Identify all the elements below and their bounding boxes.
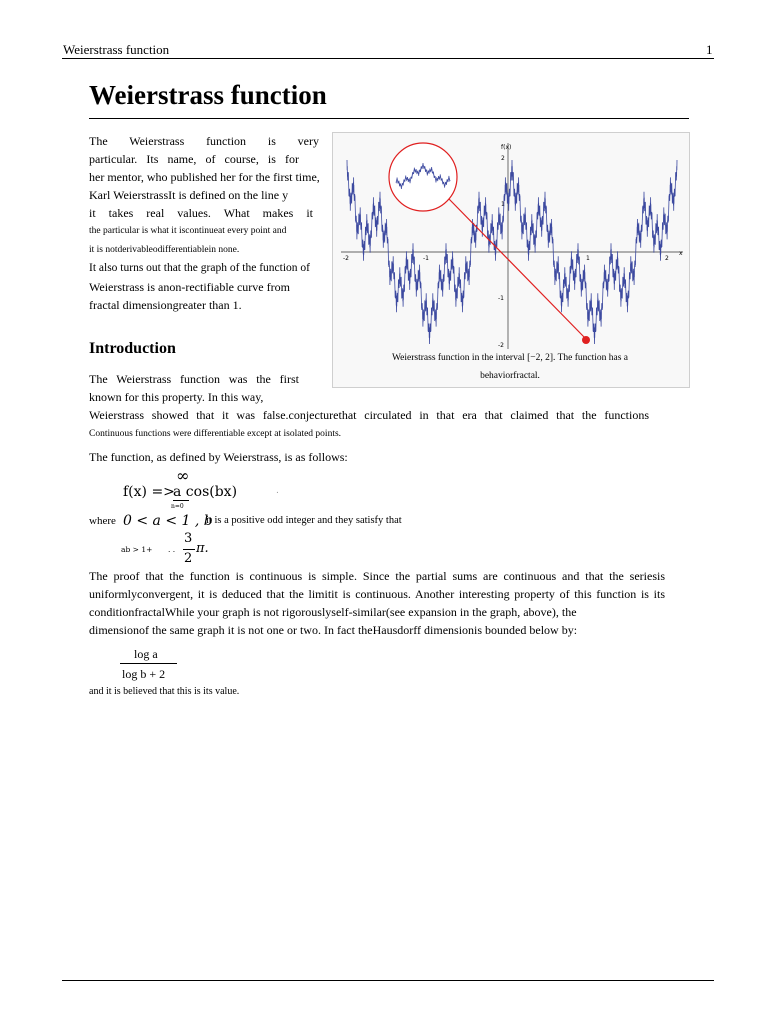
- page-number: 1: [706, 42, 713, 57]
- title-rule: [89, 118, 689, 119]
- closing-sentence: and it is believed that this is its value.: [89, 686, 240, 697]
- running-header-title: Weierstrass function: [63, 42, 170, 57]
- section-line: known for this property. In this way,: [89, 390, 264, 404]
- intro-line: her mentor, who published her for the first time,: [89, 170, 320, 184]
- section-line: Continuous functions were differentiable except at isolated points.: [89, 429, 342, 439]
- condition2-tail: π.: [196, 541, 209, 556]
- condition-inequality: 0 < a < 1 , b: [123, 513, 213, 529]
- intro-line: Karl WeierstrassIt is defined on the line y: [89, 188, 289, 202]
- bound-denominator: log b + 2: [122, 667, 166, 681]
- y-tick-label: -2: [498, 342, 504, 349]
- y-axis-label: f(x): [501, 144, 512, 151]
- y-tick-label: 2: [501, 155, 505, 162]
- figure-caption: Weierstrass function in the interval [−2, 2]. The function has a: [391, 353, 629, 363]
- sum-term: a cos(bx): [173, 484, 238, 500]
- condition2-lhs: ab > 1+: [121, 545, 153, 554]
- bound-fraction-bar: [120, 663, 177, 664]
- proof-line: uniformlyconvergent, it is deduced that the limitit is continuous. Another interesting property of this function is its: [89, 587, 665, 601]
- condition2-denominator: 2: [184, 551, 193, 566]
- x-tick-label: -1: [423, 255, 429, 262]
- zoom-target-dot: [582, 336, 590, 344]
- intro-line: the particular is what it iscontinueat every point and: [89, 226, 287, 236]
- weierstrass-figure: [332, 132, 690, 388]
- formula-lhs: f(x) =>: [123, 484, 175, 500]
- sum-upper-limit: ∞: [176, 466, 190, 485]
- x-tick-label: 1: [586, 255, 590, 262]
- zoom-inset-circle: [389, 143, 457, 211]
- intro-line: The Weierstrass function is very: [89, 134, 319, 148]
- intro-line: it takes real values. What makes it: [89, 206, 313, 220]
- x-tick-label: 2: [665, 255, 669, 262]
- formula-trailing: .: [276, 486, 279, 496]
- condition2-fraction-bar: [183, 549, 195, 550]
- y-tick-label: -1: [498, 295, 504, 302]
- header-rule: [62, 58, 714, 59]
- intro-line: it is notderivableodifferentiablein none.: [89, 245, 240, 255]
- section-heading: Introduction: [89, 340, 176, 357]
- intro-line: Weierstrass is anon-rectifiable curve from: [89, 280, 290, 294]
- condition-text: it is a positive odd integer and they satisfy that: [206, 515, 402, 526]
- footer-rule: [62, 980, 714, 981]
- x-axis-label: x: [679, 250, 683, 257]
- intro-line: fractal dimensiongreater than 1.: [89, 298, 242, 312]
- sum-underline: [173, 500, 189, 501]
- x-tick-label: -2: [343, 255, 349, 262]
- proof-line: dimensionof the same graph it is not one or two. In fact theHausdorff dimensionis bounded below by:: [89, 623, 578, 637]
- sum-lower-limit: n=0: [171, 503, 184, 510]
- section-line: The Weierstrass function was the first: [89, 372, 299, 386]
- intro-line: It also turns out that the graph of the function of: [89, 262, 311, 274]
- weierstrass-plot: [333, 133, 689, 387]
- section-line: Weierstrass showed that it was false.conjecturethat circulated in that era that claimed that the functions: [89, 408, 649, 422]
- condition2-mid: . .: [168, 545, 176, 554]
- bound-numerator: log a: [134, 647, 158, 661]
- condition-where: where: [89, 515, 116, 527]
- y-tick-label: 1: [501, 201, 505, 208]
- condition2-numerator: 3: [184, 531, 193, 546]
- page-title: Weierstrass function: [89, 80, 327, 110]
- figure-caption: behaviorfractal.: [480, 371, 540, 381]
- proof-line: The proof that the function is continuous is simple. Since the partial sums are continuous and that the seriesis: [89, 569, 665, 583]
- proof-line: conditionfractalWhile your graph is not rigorouslyself-similar(see expansion in the graph, above), the: [89, 605, 577, 619]
- definition-intro: The function, as defined by Weierstrass, is as follows:: [89, 450, 348, 464]
- intro-line: particular. Its name, of course, is for: [89, 152, 299, 166]
